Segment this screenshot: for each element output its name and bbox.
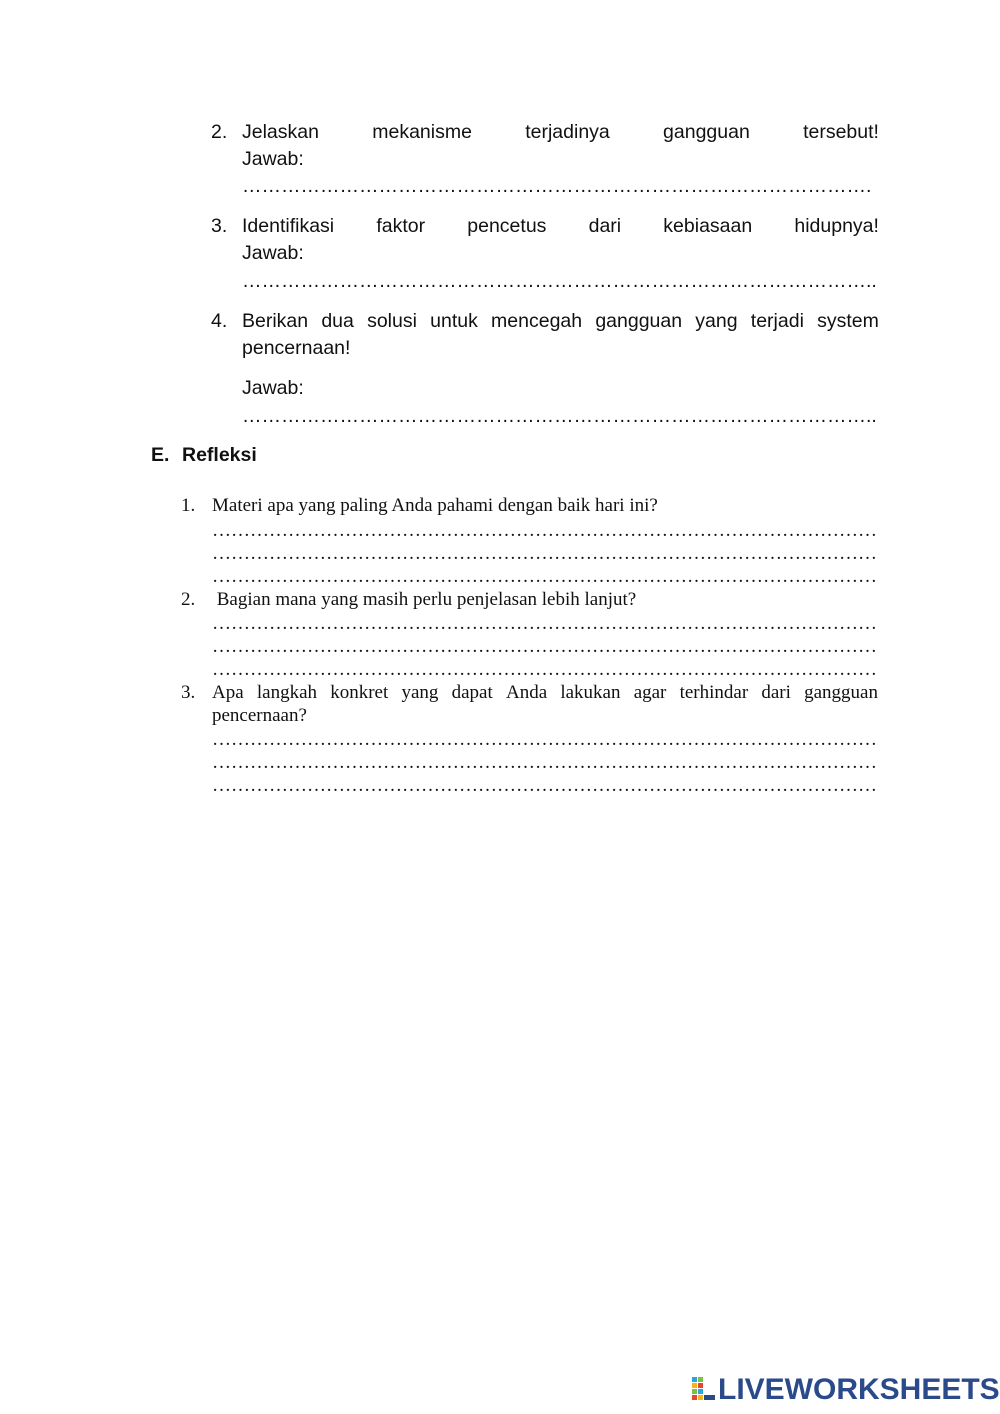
question-number: 3. bbox=[181, 682, 196, 703]
liveworksheets-logo-icon bbox=[692, 1377, 716, 1403]
question-number: 2. bbox=[211, 121, 228, 143]
question-number: 3. bbox=[211, 215, 228, 237]
answer-dots-line[interactable]: …………………………………………………………………………………………… bbox=[212, 729, 877, 750]
question-text-continued: pencernaan! bbox=[242, 337, 351, 359]
answer-dots[interactable]: …………………………………………………………………………………….. bbox=[242, 405, 877, 427]
section-letter: E. bbox=[151, 444, 170, 466]
question-text: Berikan dua solusi untuk mencegah gangguan yang terjadi system bbox=[242, 310, 879, 332]
question-number: 4. bbox=[211, 310, 228, 332]
question-text: Identifikasi faktor pencetus dari kebiasaan hidupnya! bbox=[242, 215, 879, 237]
question-text: Apa langkah konkret yang dapat Anda lakukan agar terhindar dari gangguan bbox=[212, 682, 878, 703]
question-text-continued: pencernaan? bbox=[212, 705, 307, 726]
question-text: Materi apa yang paling Anda pahami dengan baik hari ini? bbox=[212, 495, 658, 516]
answer-dots-line[interactable]: …………………………………………………………………………………………… bbox=[212, 752, 877, 773]
answer-dots-line[interactable]: …………………………………………………………………………………………… bbox=[212, 613, 877, 634]
answer-dots-line[interactable]: …………………………………………………………………………………………… bbox=[212, 775, 877, 796]
question-number: 1. bbox=[181, 495, 196, 516]
question-text: Jelaskan mekanisme terjadinya gangguan tersebut! bbox=[242, 121, 879, 143]
answer-dots[interactable]: …………………………………………………………………………………….. bbox=[242, 270, 877, 292]
answer-dots-line[interactable]: …………………………………………………………………………………………… bbox=[212, 566, 877, 587]
answer-label: Jawab: bbox=[242, 377, 304, 399]
section-title: Refleksi bbox=[182, 444, 257, 466]
answer-dots[interactable]: ……………………………………………………………………………………. bbox=[242, 175, 872, 197]
answer-dots-line[interactable]: …………………………………………………………………………………………… bbox=[212, 636, 877, 657]
answer-dots-line[interactable]: …………………………………………………………………………………………… bbox=[212, 520, 877, 541]
answer-dots-line[interactable]: …………………………………………………………………………………………… bbox=[212, 543, 877, 564]
question-number: 2. bbox=[181, 589, 196, 610]
logo-text: LIVEWORKSHEETS bbox=[718, 1373, 1000, 1406]
question-text: Bagian mana yang masih perlu penjelasan lebih lanjut? bbox=[212, 589, 637, 610]
answer-dots-line[interactable]: …………………………………………………………………………………………… bbox=[212, 659, 877, 680]
answer-label: Jawab: bbox=[242, 242, 304, 264]
answer-label: Jawab: bbox=[242, 148, 304, 170]
liveworksheets-logo bbox=[692, 1373, 1000, 1407]
